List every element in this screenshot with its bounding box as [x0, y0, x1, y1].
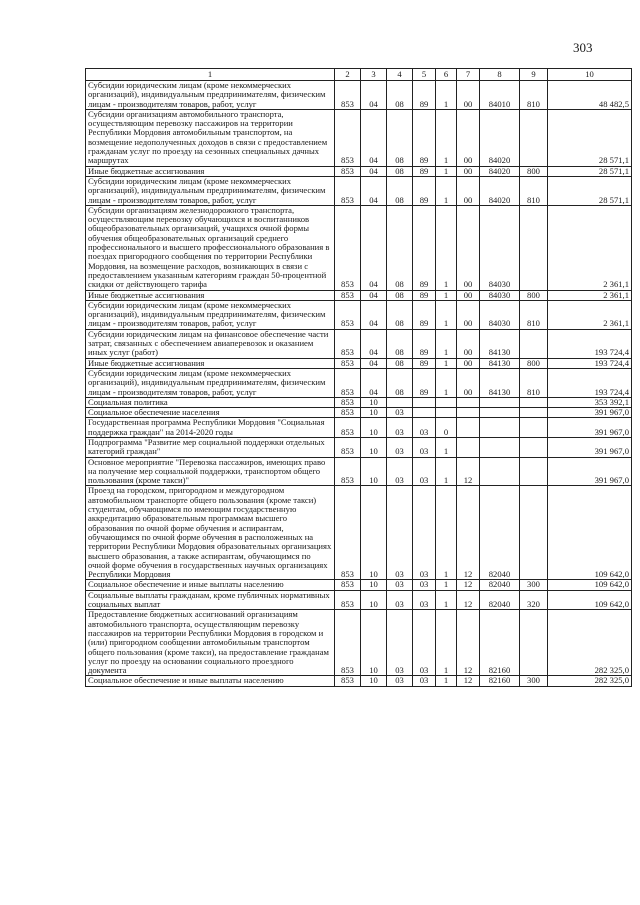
- table-row: [86, 437, 632, 457]
- chapter-code: 853: [335, 457, 361, 486]
- event-code: 12: [457, 486, 480, 580]
- chapter-code: 853: [335, 81, 361, 110]
- row-name: Проезд на городском, пригородном и междугородном автомобильном транспорте общего пользования (кроме такси) студентам, обучающимся по имеющим государственную аккредитацию образовательным программам высшего образования по очной форме обучения и аспирантам, обучающимся по очной форме обучения в расположенных на территории Республики Мордовия образовательных организациях высшего образования, а также аспирантам, обучающимся по очной форме обучения в государственных научных организациях Республики Мордовия: [86, 486, 335, 580]
- direction-code: 84020: [480, 176, 520, 205]
- table-header-row: [86, 69, 632, 81]
- event-code: 12: [457, 610, 480, 676]
- table-row: [86, 176, 632, 205]
- subsection-code: 08: [387, 329, 413, 358]
- direction-code: 84010: [480, 81, 520, 110]
- section-code: 04: [361, 300, 387, 329]
- program-code: 03: [413, 437, 436, 457]
- expense-type-code: 320: [520, 590, 548, 610]
- program-code: [413, 408, 436, 418]
- table-row: [86, 590, 632, 610]
- subsection-code: 08: [387, 109, 413, 166]
- expense-type-code: [520, 486, 548, 580]
- program-code: 03: [413, 676, 436, 686]
- section-code: 10: [361, 457, 387, 486]
- row-name: Субсидии юридическим лицам (кроме некоммерческих организаций), индивидуальным предпринимателям, физическим лицам - производителям товаров, работ, услуг: [86, 368, 335, 397]
- column-header: 9: [520, 69, 548, 81]
- expense-type-code: [520, 109, 548, 166]
- column-header: 7: [457, 69, 480, 81]
- event-code: 00: [457, 329, 480, 358]
- subsection-code: 08: [387, 358, 413, 368]
- event-code: 00: [457, 176, 480, 205]
- subprogram-code: 1: [436, 610, 457, 676]
- amount: 353 392,1: [548, 397, 632, 407]
- column-header: 3: [361, 69, 387, 81]
- amount: 391 967,0: [548, 408, 632, 418]
- expense-type-code: [520, 408, 548, 418]
- expense-type-code: [520, 418, 548, 438]
- program-code: 03: [413, 457, 436, 486]
- table-row: [86, 486, 632, 580]
- chapter-code: 853: [335, 610, 361, 676]
- section-code: 10: [361, 437, 387, 457]
- row-name: Субсидии юридическим лицам (кроме некоммерческих организаций), индивидуальным предпринимателям, физическим лицам - производителям товаров, работ, услуг: [86, 300, 335, 329]
- subprogram-code: 0: [436, 418, 457, 438]
- section-code: 04: [361, 205, 387, 290]
- subprogram-code: 1: [436, 290, 457, 300]
- subsection-code: 08: [387, 81, 413, 110]
- expense-type-code: 810: [520, 368, 548, 397]
- subsection-code: 03: [387, 408, 413, 418]
- row-name: Иные бюджетные ассигнования: [86, 166, 335, 176]
- chapter-code: 853: [335, 109, 361, 166]
- table-row: [86, 580, 632, 590]
- direction-code: [480, 457, 520, 486]
- section-code: 04: [361, 81, 387, 110]
- subsection-code: 03: [387, 457, 413, 486]
- amount: 193 724,4: [548, 329, 632, 358]
- expense-type-code: [520, 437, 548, 457]
- program-code: 89: [413, 176, 436, 205]
- table-row: [86, 329, 632, 358]
- program-code: 89: [413, 329, 436, 358]
- direction-code: 84130: [480, 368, 520, 397]
- table-row: [86, 290, 632, 300]
- direction-code: [480, 418, 520, 438]
- section-code: 10: [361, 610, 387, 676]
- table-row: [86, 205, 632, 290]
- chapter-code: 853: [335, 329, 361, 358]
- subsection-code: 08: [387, 205, 413, 290]
- section-code: 10: [361, 676, 387, 686]
- chapter-code: 853: [335, 437, 361, 457]
- subsection-code: 08: [387, 368, 413, 397]
- table-row: [86, 397, 632, 407]
- amount: 391 967,0: [548, 437, 632, 457]
- direction-code: 82040: [480, 486, 520, 580]
- expense-type-code: 300: [520, 676, 548, 686]
- program-code: 03: [413, 590, 436, 610]
- expense-type-code: [520, 205, 548, 290]
- amount: 282 325,0: [548, 610, 632, 676]
- subprogram-code: 1: [436, 580, 457, 590]
- subprogram-code: 1: [436, 300, 457, 329]
- subsection-code: 08: [387, 176, 413, 205]
- event-code: 00: [457, 109, 480, 166]
- amount: 109 642,0: [548, 590, 632, 610]
- direction-code: 82040: [480, 590, 520, 610]
- direction-code: 82160: [480, 676, 520, 686]
- event-code: [457, 437, 480, 457]
- section-code: 04: [361, 358, 387, 368]
- amount: 109 642,0: [548, 486, 632, 580]
- expense-type-code: 810: [520, 176, 548, 205]
- direction-code: 84020: [480, 166, 520, 176]
- expense-type-code: [520, 610, 548, 676]
- row-name: Подпрограмма "Развитие мер социальной поддержки отдельных категорий граждан": [86, 437, 335, 457]
- program-code: 03: [413, 486, 436, 580]
- subsection-code: 03: [387, 437, 413, 457]
- row-name: Предоставление бюджетных ассигнований организациям автомобильного транспорта, осуществляющим перевозку пассажиров на территории Республики Мордовия в городском и (или) пригородном сообщении автомобильным транспортом общего пользования (кроме такси), на предоставление гражданам услуг по проезду на основании социального проездного документа: [86, 610, 335, 676]
- row-name: Социальное обеспечение и иные выплаты населению: [86, 580, 335, 590]
- chapter-code: 853: [335, 300, 361, 329]
- chapter-code: 853: [335, 397, 361, 407]
- table-row: [86, 457, 632, 486]
- subsection-code: 03: [387, 580, 413, 590]
- subsection-code: 03: [387, 610, 413, 676]
- direction-code: [480, 437, 520, 457]
- subprogram-code: 1: [436, 486, 457, 580]
- direction-code: 84030: [480, 300, 520, 329]
- expense-type-code: [520, 397, 548, 407]
- event-code: 12: [457, 580, 480, 590]
- row-name: Государственная программа Республики Мордовия "Социальная поддержка граждан" на 2014-2020 годы: [86, 418, 335, 438]
- row-name: Социальные выплаты гражданам, кроме публичных нормативных социальных выплат: [86, 590, 335, 610]
- subprogram-code: 1: [436, 205, 457, 290]
- subsection-code: 08: [387, 300, 413, 329]
- row-name: Субсидии юридическим лицам (кроме некоммерческих организаций), индивидуальным предпринимателям, физическим лицам - производителям товаров, работ, услуг: [86, 176, 335, 205]
- program-code: 89: [413, 368, 436, 397]
- event-code: 00: [457, 300, 480, 329]
- table-row: [86, 676, 632, 686]
- column-header: 5: [413, 69, 436, 81]
- direction-code: 82160: [480, 610, 520, 676]
- direction-code: [480, 408, 520, 418]
- section-code: 04: [361, 290, 387, 300]
- expense-type-code: [520, 457, 548, 486]
- section-code: 04: [361, 166, 387, 176]
- row-name: Социальное обеспечение и иные выплаты населению: [86, 676, 335, 686]
- direction-code: 84030: [480, 290, 520, 300]
- subsection-code: 03: [387, 676, 413, 686]
- program-code: 89: [413, 205, 436, 290]
- section-code: 10: [361, 408, 387, 418]
- subprogram-code: [436, 408, 457, 418]
- amount: 48 482,5: [548, 81, 632, 110]
- chapter-code: 853: [335, 580, 361, 590]
- chapter-code: 853: [335, 205, 361, 290]
- column-header: 10: [548, 69, 632, 81]
- event-code: [457, 397, 480, 407]
- program-code: [413, 397, 436, 407]
- program-code: 89: [413, 300, 436, 329]
- column-header: 8: [480, 69, 520, 81]
- subprogram-code: 1: [436, 166, 457, 176]
- chapter-code: 853: [335, 358, 361, 368]
- chapter-code: 853: [335, 486, 361, 580]
- expense-type-code: 300: [520, 580, 548, 590]
- amount: 28 571,1: [548, 176, 632, 205]
- amount: 2 361,1: [548, 290, 632, 300]
- column-header: 2: [335, 69, 361, 81]
- subprogram-code: 1: [436, 368, 457, 397]
- row-name: Иные бюджетные ассигнования: [86, 290, 335, 300]
- chapter-code: 853: [335, 590, 361, 610]
- program-code: 89: [413, 109, 436, 166]
- budget-table: [85, 68, 632, 687]
- table-row: [86, 166, 632, 176]
- chapter-code: 853: [335, 368, 361, 397]
- program-code: 03: [413, 418, 436, 438]
- row-name: Субсидии юридическим лицам (кроме некоммерческих организаций), индивидуальным предпринимателям, физическим лицам - производителям товаров, работ, услуг: [86, 81, 335, 110]
- table-row: [86, 368, 632, 397]
- event-code: 00: [457, 358, 480, 368]
- chapter-code: 853: [335, 676, 361, 686]
- subprogram-code: 1: [436, 329, 457, 358]
- amount: 28 571,1: [548, 109, 632, 166]
- row-name: Субсидии организациям железнодорожного транспорта, осуществляющим перевозку обучающихся и воспитанников общеобразовательных организаций, учащихся очной формы обучения общеобразовательных организаций среднего профессионального и высшего профессионального образования в поездах пригородного сообщения по территории Республики Мордовия, на возмещение расходов, возникающих в связи с предоставлением указанным категориям граждан 50-процентной скидки от действующего тарифа: [86, 205, 335, 290]
- table-row: [86, 109, 632, 166]
- subprogram-code: [436, 397, 457, 407]
- subsection-code: 08: [387, 290, 413, 300]
- subsection-code: 03: [387, 418, 413, 438]
- amount: 391 967,0: [548, 457, 632, 486]
- event-code: 00: [457, 205, 480, 290]
- section-code: 10: [361, 580, 387, 590]
- program-code: 89: [413, 290, 436, 300]
- subprogram-code: 1: [436, 109, 457, 166]
- expense-type-code: 800: [520, 290, 548, 300]
- row-name: Социальное обеспечение населения: [86, 408, 335, 418]
- expense-type-code: [520, 329, 548, 358]
- chapter-code: 853: [335, 176, 361, 205]
- chapter-code: 853: [335, 290, 361, 300]
- subsection-code: 03: [387, 486, 413, 580]
- amount: 193 724,4: [548, 358, 632, 368]
- event-code: 00: [457, 368, 480, 397]
- subprogram-code: 1: [436, 590, 457, 610]
- table-row: [86, 358, 632, 368]
- chapter-code: 853: [335, 418, 361, 438]
- row-name: Основное мероприятие "Перевозка пассажиров, имеющих право на получение мер социальной поддержки, транспортом общего пользования (кроме такси)": [86, 457, 335, 486]
- page-number: 303: [573, 40, 593, 55]
- program-code: 03: [413, 580, 436, 590]
- program-code: 89: [413, 166, 436, 176]
- section-code: 10: [361, 590, 387, 610]
- subprogram-code: 1: [436, 457, 457, 486]
- row-name: Социальная политика: [86, 397, 335, 407]
- subprogram-code: 1: [436, 81, 457, 110]
- subsection-code: [387, 397, 413, 407]
- program-code: 89: [413, 358, 436, 368]
- table-row: [86, 300, 632, 329]
- table-row: [86, 610, 632, 676]
- direction-code: 84130: [480, 358, 520, 368]
- row-name: Субсидии организациям автомобильного транспорта, осуществляющим перевозку пассажиров на территории Республики Мордовия автомобильным транспортом, на возмещение недополученных доходов в связи с предоставлением гражданам услуг по проезду на сезонных специальных дачных маршрутах: [86, 109, 335, 166]
- expense-type-code: 800: [520, 358, 548, 368]
- program-code: 03: [413, 610, 436, 676]
- expense-type-code: 800: [520, 166, 548, 176]
- event-code: 00: [457, 290, 480, 300]
- section-code: 04: [361, 176, 387, 205]
- section-code: 10: [361, 418, 387, 438]
- table-row: [86, 418, 632, 438]
- column-header: 6: [436, 69, 457, 81]
- row-name: Иные бюджетные ассигнования: [86, 358, 335, 368]
- amount: 2 361,1: [548, 300, 632, 329]
- subprogram-code: 1: [436, 176, 457, 205]
- subprogram-code: 1: [436, 358, 457, 368]
- event-code: 12: [457, 676, 480, 686]
- event-code: 00: [457, 81, 480, 110]
- table-body: [86, 81, 632, 687]
- expense-type-code: 810: [520, 300, 548, 329]
- subsection-code: 03: [387, 590, 413, 610]
- amount: 282 325,0: [548, 676, 632, 686]
- chapter-code: 853: [335, 408, 361, 418]
- amount: 109 642,0: [548, 580, 632, 590]
- event-code: 12: [457, 590, 480, 610]
- subprogram-code: 1: [436, 437, 457, 457]
- amount: 28 571,1: [548, 166, 632, 176]
- subsection-code: 08: [387, 166, 413, 176]
- event-code: 00: [457, 166, 480, 176]
- column-header: 4: [387, 69, 413, 81]
- section-code: 10: [361, 397, 387, 407]
- row-name: Субсидии юридическим лицам на финансовое обеспечение части затрат, связанных с обеспечением авиаперевозок и оказанием иных услуг (работ): [86, 329, 335, 358]
- direction-code: 84130: [480, 329, 520, 358]
- section-code: 04: [361, 368, 387, 397]
- expense-type-code: 810: [520, 81, 548, 110]
- section-code: 04: [361, 329, 387, 358]
- amount: 391 967,0: [548, 418, 632, 438]
- chapter-code: 853: [335, 166, 361, 176]
- direction-code: 84020: [480, 109, 520, 166]
- direction-code: [480, 397, 520, 407]
- section-code: 04: [361, 109, 387, 166]
- subprogram-code: 1: [436, 676, 457, 686]
- event-code: 12: [457, 457, 480, 486]
- event-code: [457, 418, 480, 438]
- program-code: 89: [413, 81, 436, 110]
- direction-code: 82040: [480, 580, 520, 590]
- amount: 2 361,1: [548, 205, 632, 290]
- table-row: [86, 408, 632, 418]
- table-row: [86, 81, 632, 110]
- section-code: 10: [361, 486, 387, 580]
- event-code: [457, 408, 480, 418]
- direction-code: 84030: [480, 205, 520, 290]
- amount: 193 724,4: [548, 368, 632, 397]
- column-header: 1: [86, 69, 335, 81]
